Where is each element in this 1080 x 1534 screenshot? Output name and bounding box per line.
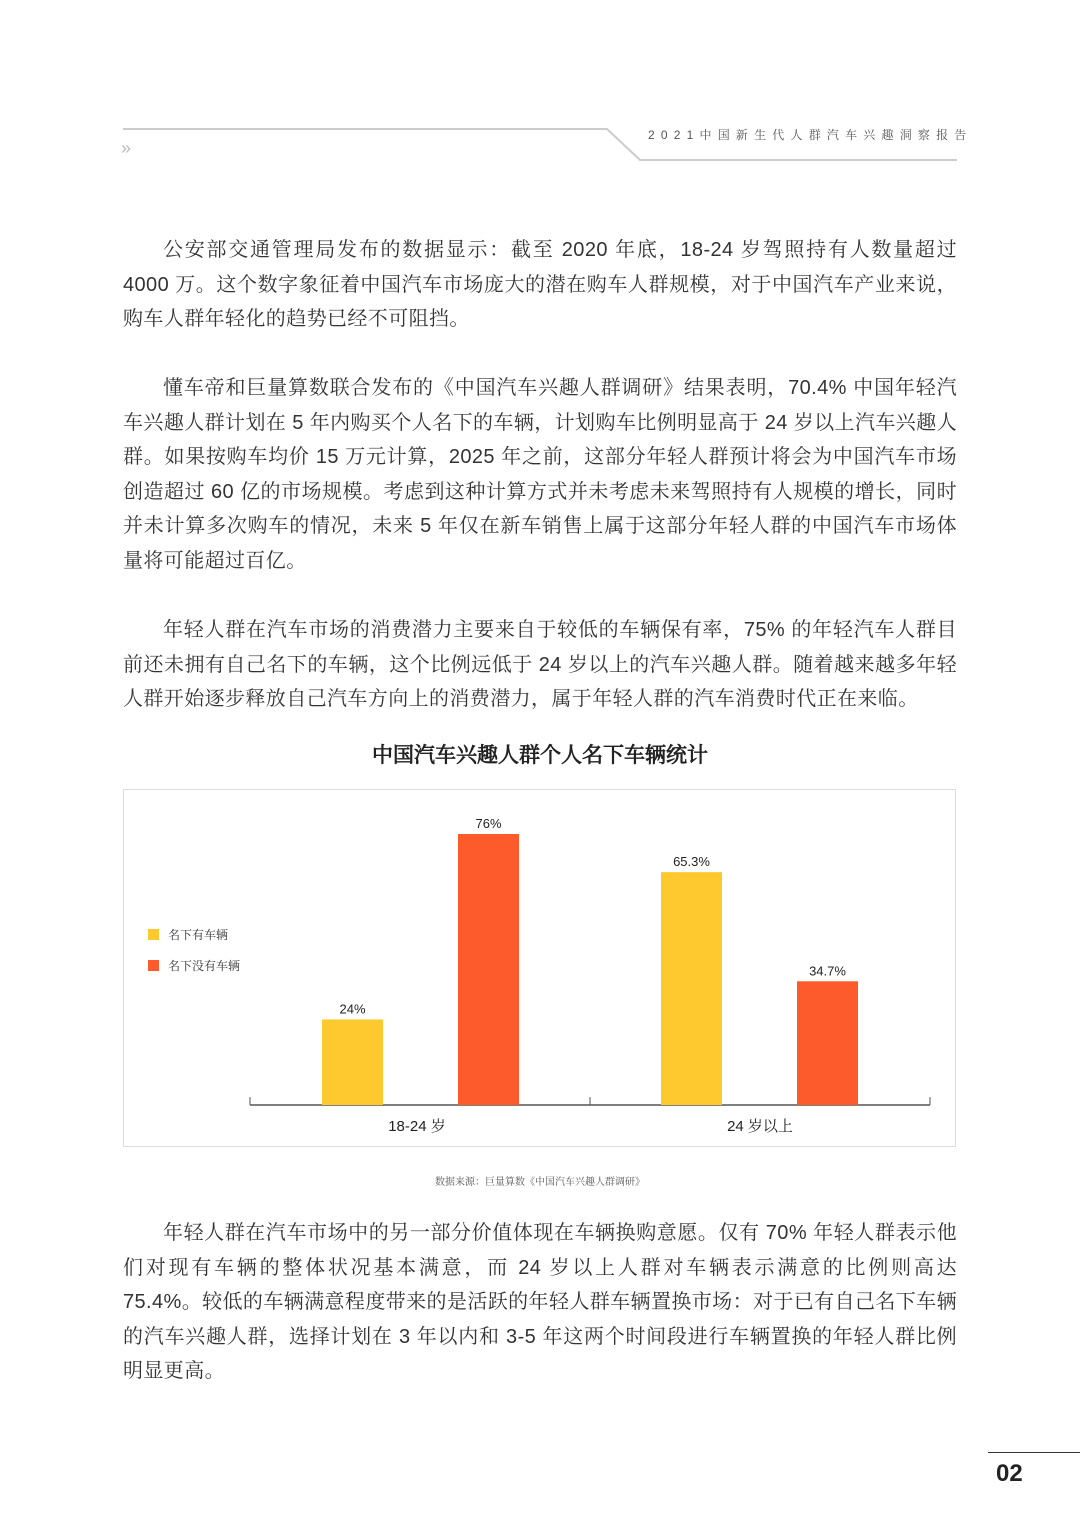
paragraph: 懂车帝和巨量算数联合发布的《中国汽车兴趣人群调研》结果表明，70.4% 中国年轻汽车兴趣人群计划在 5 年内购买个人名下的车辆，计划购车比例明显高于 24 岁以上汽车兴趣人群。如果按购车均价 15 万元计算，2025 年之前，这部分年轻人群预计将会为中国汽车市场创造超过 60 亿的市场规模。考虑到这种计算方式并未考虑未来驾照持有人规模的增长，同时并未计算多次购车的情况，未来 5 年仅在新车销售上属于这部分年轻人群的中国汽车市场体量将可能超过百亿。 xyxy=(123,377,957,572)
x-tick-label: 18-24 岁 xyxy=(388,1118,446,1135)
report-title: 2021中国新生代人群汽车兴趣洞察报告 xyxy=(648,128,973,142)
bar xyxy=(322,1019,383,1105)
bar xyxy=(458,834,519,1105)
footer-rule xyxy=(988,1452,1080,1453)
data-source: 数据来源：巨量算数《中国汽车兴趣人群调研》 xyxy=(435,1177,645,1188)
data-label: 34.7% xyxy=(809,963,846,979)
bar xyxy=(661,872,722,1105)
bar xyxy=(797,981,858,1105)
chevron-right-icon: » xyxy=(121,138,129,158)
page-number: 02 xyxy=(996,1460,1023,1487)
data-label: 24% xyxy=(339,1001,366,1017)
chart-title: 中国汽车兴趣人群个人名下车辆统计 xyxy=(372,744,708,767)
paragraph: 年轻人群在汽车市场中的另一部分价值体现在车辆换购意愿。仅有 70% 年轻人群表示他们对现有车辆的整体状况基本满意，而 24 岁以上人群对车辆表示满意的比例则高达 75.4%。较低的车辆满意程度带来的是活跃的年轻人群车辆置换市场：对于已有自己名下车辆的汽车兴趣人群，选择计划在 3 年以内和 3-5 年这两个时间段进行车辆置换的年轻人群比例明显更高。 xyxy=(123,1222,957,1383)
data-label: 65.3% xyxy=(673,854,710,870)
paragraph: 年轻人群在汽车市场的消费潜力主要来自于较低的车辆保有率，75% 的年轻汽车人群目前还未拥有自己名下的车辆，这个比例远低于 24 岁以上的汽车兴趣人群。随着越来越多年轻人群开始逐步释放自己汽车方向上的消费潜力，属于年轻人群的汽车消费时代正在来临。 xyxy=(123,619,957,711)
legend-label: 名下没有车辆 xyxy=(168,959,241,973)
paragraph: 公安部交通管理局发布的数据显示：截至 2020 年底，18-24 岁驾照持有人数量超过 4000 万。这个数字象征着中国汽车市场庞大的潜在购车人群规模，对于中国汽车产业来说，购车人群年轻化的趋势已经不可阻挡。 xyxy=(123,239,957,331)
data-label: 76% xyxy=(475,816,502,831)
legend-label: 名下有车辆 xyxy=(168,928,229,942)
x-tick-label: 24 岁以上 xyxy=(727,1118,793,1135)
